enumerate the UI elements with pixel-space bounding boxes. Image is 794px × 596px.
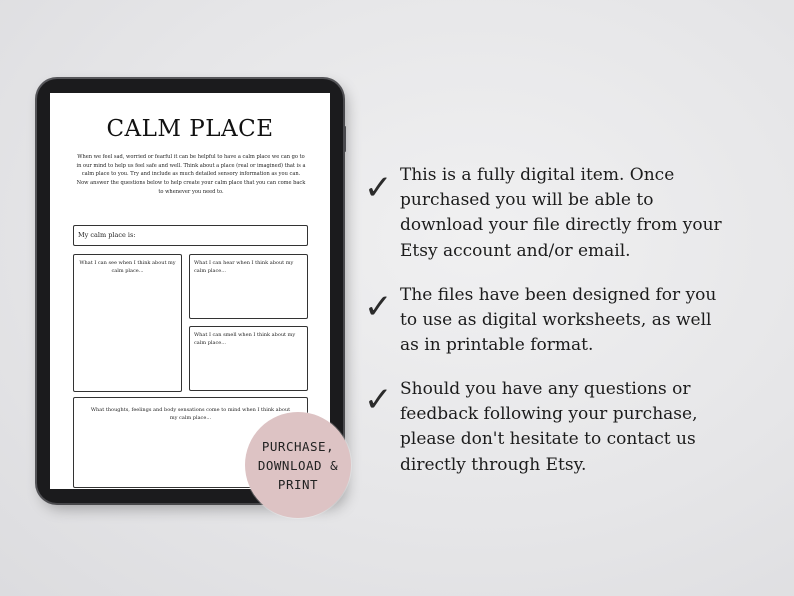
hear-field[interactable] <box>189 254 308 319</box>
check-icon: ✓ <box>364 168 393 208</box>
hear-label: What I can hear when I think about my calm place... <box>194 260 294 274</box>
feature-text-digital: This is a fully digital item. Once purchased you will be able to download your file directly from your Etsy account and/or email. <box>400 165 722 261</box>
calm-place-label: My calm place is: <box>78 231 136 239</box>
smell-label: What I can smell when I think about my calm place... <box>194 332 296 346</box>
tablet-side-button <box>343 126 346 152</box>
see-label: What I can see when I think about my calm place... <box>79 260 176 274</box>
check-icon: ✓ <box>364 380 393 420</box>
check-icon: ✓ <box>364 287 393 327</box>
feature-text-formats: The files have been designed for you to use as digital worksheets, as well as in printable format. <box>400 285 717 356</box>
see-field[interactable] <box>73 254 182 392</box>
badge-text: PURCHASE, DOWNLOAD & PRINT <box>257 438 339 492</box>
worksheet-title: CALM PLACE <box>106 116 274 142</box>
calm-place-field[interactable] <box>73 225 308 246</box>
thoughts-label: What thoughts, feelings and body sensations come to mind when I think about my calm place... <box>90 407 291 421</box>
purchase-badge <box>245 412 351 518</box>
feature-text-contact: Should you have any questions or feedback following your purchase, please don't hesitate to contact us directly through Etsy. <box>400 379 698 475</box>
worksheet-intro: When we feel sad, worried or fearful it can be helpful to have a calm place we can go to in our mind to help us feel safe and well. Think about a place (real or imagined) that is a calm place to you. Try and include as much detailed sensory information as you can. Now answer the questions below to help create your calm place that you can come back to whenever you need to. <box>76 154 306 195</box>
smell-field[interactable] <box>189 326 308 391</box>
